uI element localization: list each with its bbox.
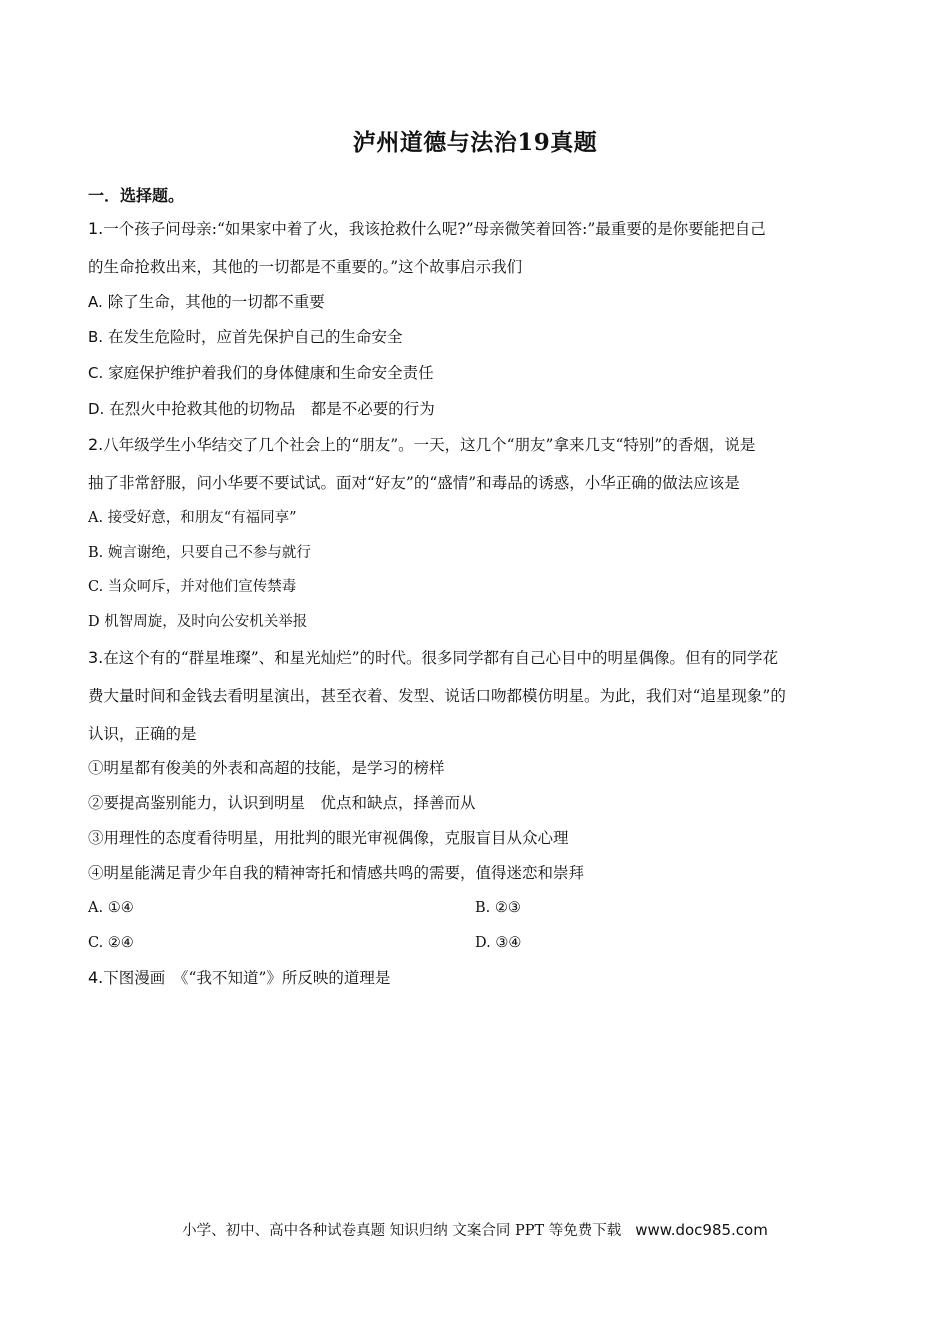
question-1-option-a — [88, 292, 325, 312]
option-letter: D. — [88, 400, 105, 418]
question-3-statement-2: ②要提高鉴别能力，认识到明星 优点和缺点，择善而从 — [88, 794, 476, 812]
question-4-number: 4. — [88, 968, 104, 987]
question-3-number: 3. — [88, 648, 104, 667]
question-3-stem-line-3: 认识，正确的是 — [88, 725, 197, 743]
question-2-stem-line-1 — [88, 435, 755, 455]
page-title: 泸州道德与法治19真题 — [352, 129, 598, 156]
question-1-option-d — [88, 399, 435, 419]
question-2-number: 2. — [88, 435, 104, 454]
footer-text: 小学、初中、高中各种试卷真题 知识归纳 文案合同 PPT 等免费下载 — [182, 1223, 622, 1239]
question-3-stem-text-1: 在这个有的“群星堆璨”、和星光灿烂”的时代。很多同学都有自己心目中的明星偶像。但有的同学花 — [103, 649, 779, 667]
question-2-option-a: A. 接受好意，和朋友“有福同享” — [88, 510, 297, 526]
option-text: 家庭保护维护着我们的身体健康和生命安全责任 — [103, 364, 434, 382]
option-text: 除了生命，其他的一切都不重要 — [102, 293, 325, 311]
question-3-statement-3: ③用理性的态度看待明星，用批判的眼光审视偶像，克服盲目从众心理 — [88, 829, 569, 847]
option-text: 在烈火中抢救其他的切物品 都是不必要的行为 — [104, 400, 435, 418]
question-2-option-c: C. 当众呵斥，并对他们宣传禁毒 — [88, 579, 297, 595]
question-1-option-c — [88, 363, 434, 383]
footer-url-link[interactable]: www.doc985.com — [635, 1221, 768, 1239]
question-1-stem-line-2: 的生命抢救出来，其他的一切都是不重要的。”这个故事启示我们 — [88, 258, 523, 276]
question-1-stem-text-1: 一个孩子问母亲:“如果家中着了火，我该抢救什么呢?”母亲微笑着回答:”最重要的是你要能把自己 — [103, 220, 766, 238]
question-3-option-d: D. ③④ — [475, 935, 522, 951]
question-3-stem-line-2: 费大量时间和金钱去看明星演出，甚至衣着、发型、说话口吻都模仿明星。为此，我们对“追星现象”的 — [88, 687, 786, 705]
option-letter: B. — [88, 328, 104, 346]
question-3-option-c: C. ②④ — [88, 935, 134, 951]
page-footer — [0, 1219, 950, 1240]
question-3-option-a: A. ①④ — [88, 900, 134, 916]
question-1-stem-line-1 — [88, 219, 766, 239]
option-letter: A. — [88, 293, 103, 311]
option-letter: C. — [88, 364, 104, 382]
question-3-statement-1: ①明星都有俊美的外表和高超的技能，是学习的榜样 — [88, 759, 445, 777]
question-1-option-b — [88, 327, 403, 347]
question-1-number: 1. — [88, 219, 104, 238]
question-2-option-b: B. 婉言谢绝，只要自己不参与就行 — [88, 545, 311, 561]
question-4-stem — [88, 968, 390, 988]
question-3-option-b: B. ②③ — [475, 900, 521, 916]
option-text: 在发生危险时，应首先保护自己的生命安全 — [103, 328, 403, 346]
question-2-option-d: D 机智周旋，及时向公安机关举报 — [88, 614, 308, 630]
question-3-stem-line-1 — [88, 648, 778, 668]
question-2-stem-text-1: 八年级学生小华结交了几个社会上的“朋友”。一天，这几个“朋友”拿来几支“特别”的香烟，说是 — [103, 436, 756, 454]
question-4-stem-text: 下图漫画 《“我不知道”》所反映的道理是 — [103, 969, 391, 987]
question-2-stem-line-2: 抽了非常舒服，问小华要不要试试。面对“好友”的“盛情”和毒品的诱惑，小华正确的做法应该是 — [88, 474, 740, 492]
question-3-statement-4: ④明星能满足青少年自我的精神寄托和情感共鸣的需要，值得迷恋和崇拜 — [88, 864, 585, 882]
section-heading: 一．选择题。 — [88, 186, 185, 205]
